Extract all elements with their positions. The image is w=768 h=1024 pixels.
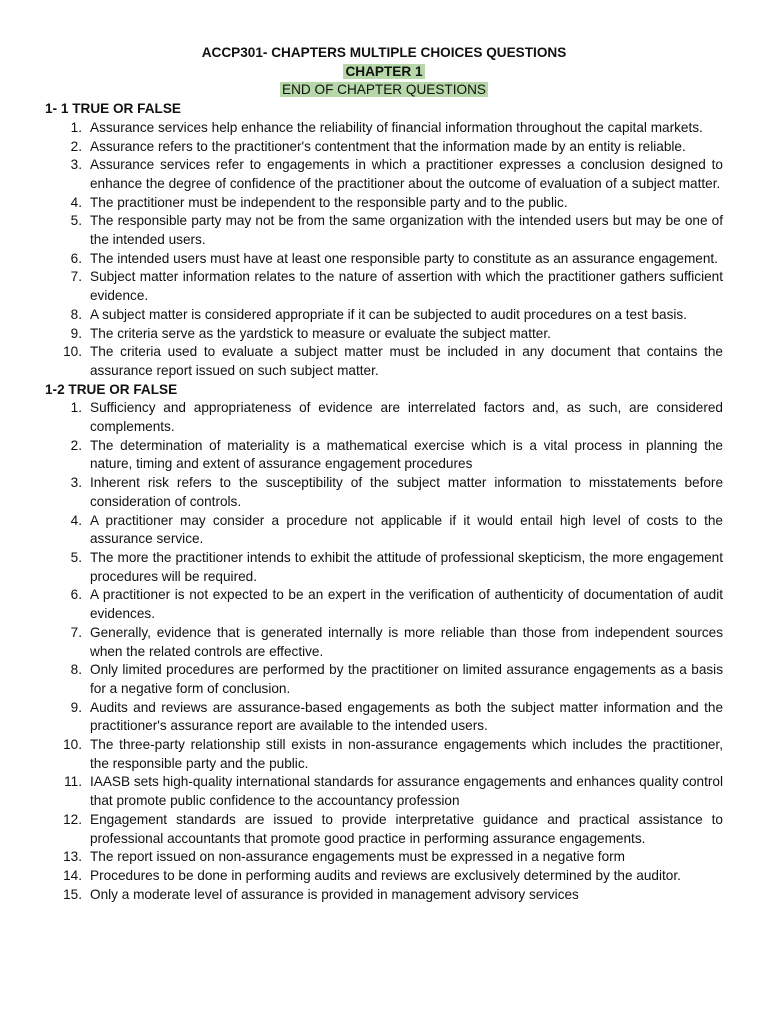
item-number: 4.	[70, 194, 82, 210]
list-item	[45, 549, 723, 586]
item-text: Generally, evidence that is generated internally is more reliable than those from independent sources when the related controls are effective.	[90, 624, 723, 659]
chapter-heading: CHAPTER 1	[345, 63, 423, 79]
list-item	[45, 886, 723, 905]
section-heading: 1-2 TRUE OR FALSE	[45, 381, 178, 397]
list-item	[45, 138, 723, 157]
list-item	[45, 699, 723, 736]
item-number: 2.	[70, 437, 82, 453]
item-text: The determination of materiality is a mathematical exercise which is a vital process in planning the nature, timing and extent of assurance engagement procedures	[90, 437, 723, 472]
item-number: 4.	[70, 512, 82, 528]
list-item	[45, 512, 723, 549]
item-number: 1.	[70, 400, 82, 416]
item-number: 9.	[70, 325, 82, 341]
item-text: IAASB sets high-quality international standards for assurance engagements and enhances quality control that promote public confidence to the accountancy profession	[90, 774, 723, 809]
item-text: A practitioner may consider a procedure not applicable if it would entail high level of costs to the assurance service.	[90, 512, 723, 547]
list-item	[45, 624, 723, 661]
item-number: 10.	[63, 344, 82, 360]
item-text: The three-party relationship still exists in non-assurance engagements which includes the practitioner, the responsible party and the public.	[90, 737, 723, 771]
item-number: 9.	[70, 699, 82, 715]
list-item	[45, 773, 723, 810]
document-title: ACCP301- CHAPTERS MULTIPLE CHOICES QUESTIONS	[201, 45, 567, 60]
item-number: 14.	[63, 867, 82, 883]
item-text: The criteria serve as the yardstick to measure or evaluate the subject matter.	[90, 325, 551, 341]
chapter-heading-wrap	[45, 63, 723, 82]
list-item	[45, 194, 723, 213]
sections-container	[45, 100, 723, 904]
list-item	[45, 399, 723, 436]
list-item	[45, 119, 723, 138]
list-item	[45, 811, 723, 848]
item-text: Procedures to be done in performing audits and reviews are exclusively determined by the auditor.	[90, 867, 681, 883]
list-item	[45, 306, 723, 325]
item-number: 7.	[70, 269, 82, 285]
question-list	[45, 119, 723, 381]
item-text: Assurance services help enhance the reliability of financial information throughout the capital markets.	[90, 119, 703, 135]
list-item	[45, 268, 723, 305]
item-number: 7.	[70, 624, 82, 640]
item-number: 5.	[70, 213, 82, 229]
item-text: Engagement standards are issued to provide interpretative guidance and practical assistance to professional accountants that promote good practice in performing assurance engagements.	[90, 811, 723, 846]
chapter-subtitle: END OF CHAPTER QUESTIONS	[282, 82, 486, 98]
list-item	[45, 586, 723, 623]
item-number: 3.	[70, 157, 82, 173]
item-number: 11.	[64, 774, 82, 790]
item-number: 2.	[70, 138, 82, 154]
item-number: 10.	[63, 737, 82, 753]
item-text: Audits and reviews are assurance-based engagements as both the subject matter information and the practitioner's assurance report are available to the intended users.	[90, 699, 723, 734]
list-item	[45, 156, 723, 193]
item-text: Inherent risk refers to the susceptibility of the subject matter information to misstatements before consideration of controls.	[90, 475, 723, 509]
item-number: 13.	[63, 849, 82, 865]
item-text: The more the practitioner intends to exhibit the attitude of professional skepticism, the more engagement procedures will be required.	[90, 549, 723, 584]
item-text: The report issued on non-assurance engagements must be expressed in a negative form	[90, 849, 625, 865]
list-item	[45, 736, 723, 773]
list-item	[45, 250, 723, 269]
item-number: 1.	[70, 119, 82, 135]
item-number: 6.	[70, 587, 82, 603]
list-item	[45, 474, 723, 511]
list-item	[45, 212, 723, 249]
item-text: Sufficiency and appropriateness of evidence are interrelated factors and, as such, are considered complements.	[90, 400, 723, 435]
chapter-subtitle-wrap	[45, 81, 723, 100]
item-number: 12.	[63, 811, 82, 827]
list-item	[45, 343, 723, 380]
item-text: Assurance refers to the practitioner's contentment that the information made by an entity is reliable.	[90, 138, 686, 154]
list-item	[45, 661, 723, 698]
item-text: A subject matter is considered appropriate if it can be subjected to audit procedures on a test basis.	[90, 306, 687, 322]
item-text: Assurance services refer to engagements in which a practitioner expresses a conclusion designed to enhance the degree of confidence of the practitioner about the outcome of evaluation of a subject matter.	[90, 157, 723, 191]
item-number: 8.	[70, 306, 82, 322]
item-text: Only limited procedures are performed by the practitioner on limited assurance engagements as a basis for a negative form of conclusion.	[90, 662, 723, 696]
item-number: 3.	[70, 475, 82, 491]
item-number: 6.	[70, 250, 82, 266]
item-number: 5.	[70, 549, 82, 565]
list-item	[45, 325, 723, 344]
item-text: Subject matter information relates to the nature of assertion with which the practitioner gathers sufficient evidence.	[90, 269, 723, 304]
section-heading: 1- 1 TRUE OR FALSE	[45, 101, 181, 117]
item-text: The responsible party may not be from the same organization with the intended users but may be one of the intended users.	[90, 213, 723, 248]
list-item	[45, 867, 723, 886]
question-list	[45, 399, 723, 904]
item-text: Only a moderate level of assurance is provided in management advisory services	[90, 886, 579, 902]
item-number: 8.	[70, 662, 82, 678]
item-text: The criteria used to evaluate a subject matter must be included in any document that contains the assurance report issued on such subject matter.	[90, 344, 723, 378]
item-number: 15.	[63, 886, 82, 902]
list-item	[45, 437, 723, 474]
item-text: The practitioner must be independent to the responsible party and to the public.	[90, 194, 568, 210]
item-text: The intended users must have at least one responsible party to constitute as an assurance engagement.	[90, 250, 718, 266]
item-text: A practitioner is not expected to be an expert in the verification of authenticity of documentation of audit evidences.	[90, 587, 723, 622]
list-item	[45, 848, 723, 867]
